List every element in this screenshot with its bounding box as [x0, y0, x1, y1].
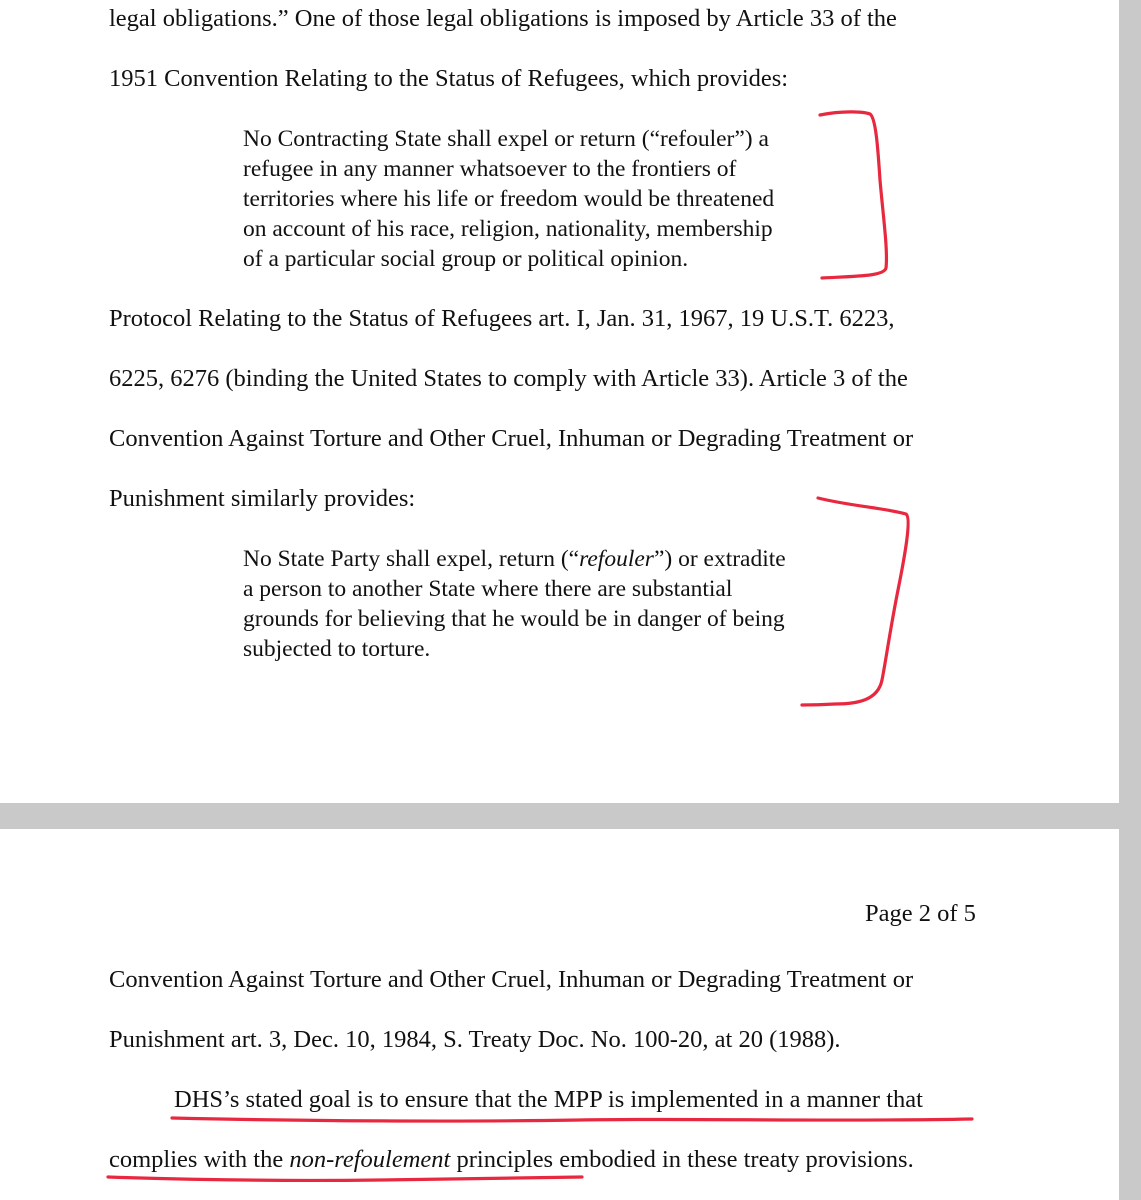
quote-text: No State Party shall expel, return (“ [243, 546, 580, 572]
quote-line: subjected to torture. [243, 636, 431, 662]
text-line: Punishment art. 3, Dec. 10, 1984, S. Treaty Doc. No. 100-20, at 20 (1988). [109, 1026, 841, 1053]
text-line: 1951 Convention Relating to the Status of Refugees, which provides: [109, 65, 789, 92]
text-run: complies with the [109, 1146, 290, 1173]
text-line: DHS’s stated goal is to ensure that the MPP is implemented in a manner that [174, 1086, 923, 1113]
quote-text: ”) or extradite [653, 546, 786, 572]
quote-line: grounds for believing that he would be in danger of being [243, 606, 785, 632]
quote-line: on account of his race, religion, nationality, membership [243, 216, 773, 242]
text-line: Convention Against Torture and Other Cruel, Inhuman or Degrading Treatment or [109, 966, 914, 993]
text-line: 6225, 6276 (binding the United States to comply with Article 33). Article 3 of the [109, 365, 908, 392]
italic-term: refouler [579, 546, 654, 572]
quote-line: of a particular social group or political opinion. [243, 246, 689, 272]
document-page-lower [0, 829, 1119, 1200]
text-line: Protocol Relating to the Status of Refugees art. I, Jan. 31, 1967, 19 U.S.T. 6223, [109, 305, 895, 332]
text-line [109, 1145, 914, 1175]
text-line: Punishment similarly provides: [109, 485, 416, 512]
quote-line: refugee in any manner whatsoever to the frontiers of [243, 156, 737, 182]
italic-term: non-refoulement [289, 1146, 451, 1173]
quote-line: territories where his life or freedom would be threatened [243, 186, 775, 212]
text-run: principles embodied in these treaty provisions. [450, 1146, 914, 1173]
page-number: Page 2 of 5 [865, 900, 976, 927]
quote-line [243, 544, 786, 574]
quote-line: No Contracting State shall expel or return (“refouler”) a [243, 126, 769, 152]
text-line: legal obligations.” One of those legal obligations is imposed by Article 33 of the [109, 5, 897, 32]
quote-line: a person to another State where there are substantial [243, 576, 733, 602]
text-line: Convention Against Torture and Other Cruel, Inhuman or Degrading Treatment or [109, 425, 914, 452]
